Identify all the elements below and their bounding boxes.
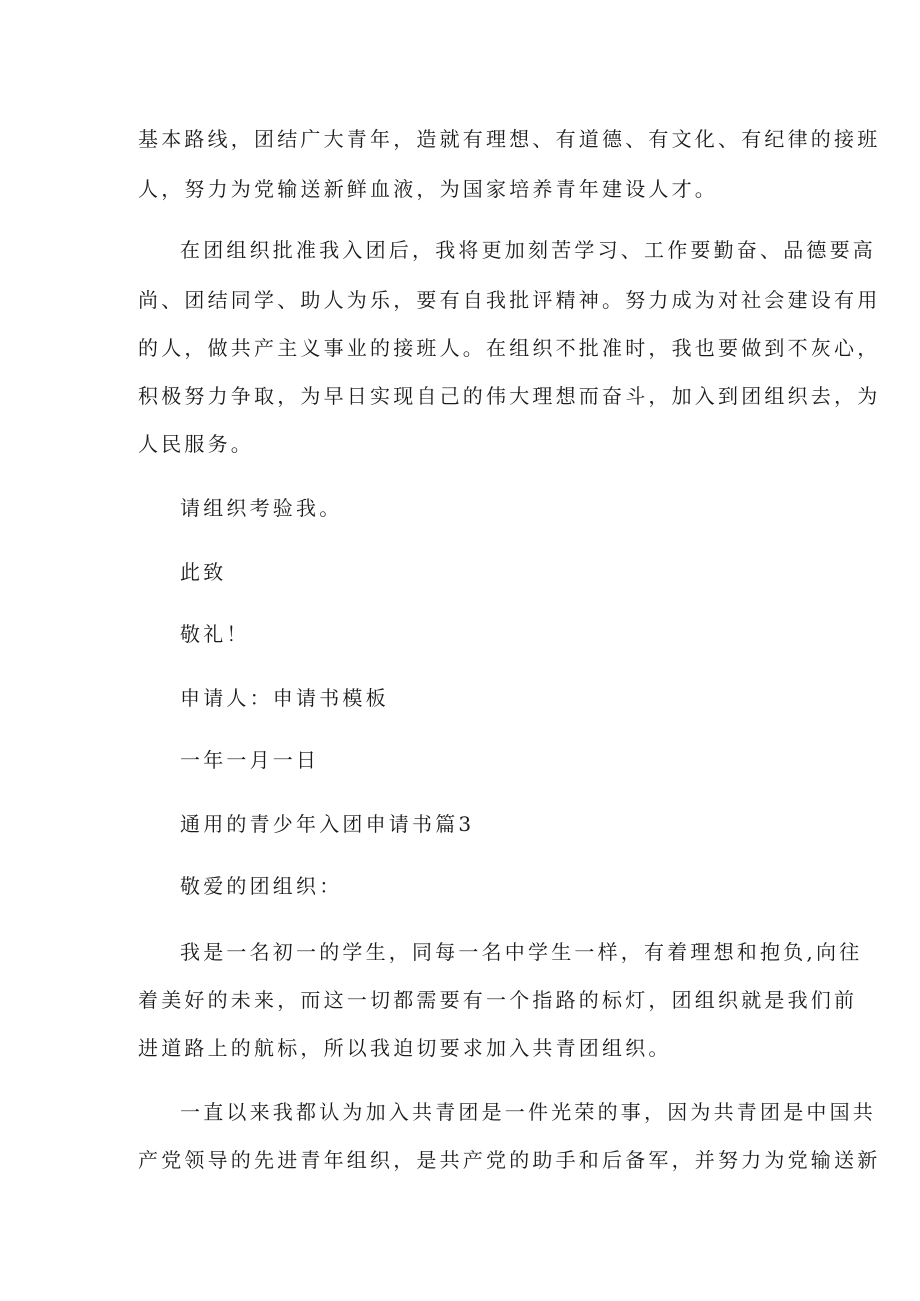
request-line: 请组织考验我。 bbox=[180, 496, 343, 520]
paragraph-4-line-2: 产党领导的先进青年组织，是共产党的助手和后备军，并努力为党输送新 bbox=[138, 1148, 881, 1172]
paragraph-4-line-1: 一直以来我都认为加入共青团是一件光荣的事，因为共青团是中国共 bbox=[180, 1100, 876, 1124]
paragraph-2-line-5: 人民服务。 bbox=[138, 432, 254, 456]
paragraph-3-line-2: 着美好的未来，而这一切都需要有一个指路的标灯，团组织就是我们前 bbox=[138, 988, 858, 1012]
date-line: 一年一月一日 bbox=[180, 748, 320, 772]
paragraph-2-line-2: 尚、团结同学、助人为乐，要有自我批评精神。努力成为对社会建设有用 bbox=[138, 288, 881, 312]
closing-salute: 敬礼！ bbox=[180, 622, 250, 646]
salutation: 敬爱的团组织： bbox=[180, 874, 343, 898]
paragraph-2-line-4: 积极努力争取，为早日实现自己的伟大理想而奋斗，加入到团组织去，为 bbox=[138, 384, 881, 408]
paragraph-1-line-1: 基本路线，团结广大青年，造就有理想、有道德、有文化、有纪律的接班 bbox=[138, 127, 881, 151]
paragraph-2-line-1: 在团组织批准我入团后，我将更加刻苦学习、工作要勤奋、品德要高 bbox=[180, 238, 876, 262]
paragraph-3-line-1: 我是一名初一的学生，同每一名中学生一样，有着理想和抱负,向往 bbox=[180, 940, 863, 964]
paragraph-3-line-3: 进道路上的航标，所以我迫切要求加入共青团组织。 bbox=[138, 1036, 672, 1060]
section-title: 通用的青少年入团申请书篇3 bbox=[180, 812, 475, 836]
applicant-line: 申请人：申请书模板 bbox=[180, 686, 389, 710]
paragraph-2-line-3: 的人，做共产主义事业的接班人。在组织不批准时，我也要做到不灰心， bbox=[138, 336, 881, 360]
paragraph-1-line-2: 人，努力为党输送新鲜血液，为国家培养青年建设人才。 bbox=[138, 177, 718, 201]
closing-greeting: 此致 bbox=[180, 560, 227, 584]
